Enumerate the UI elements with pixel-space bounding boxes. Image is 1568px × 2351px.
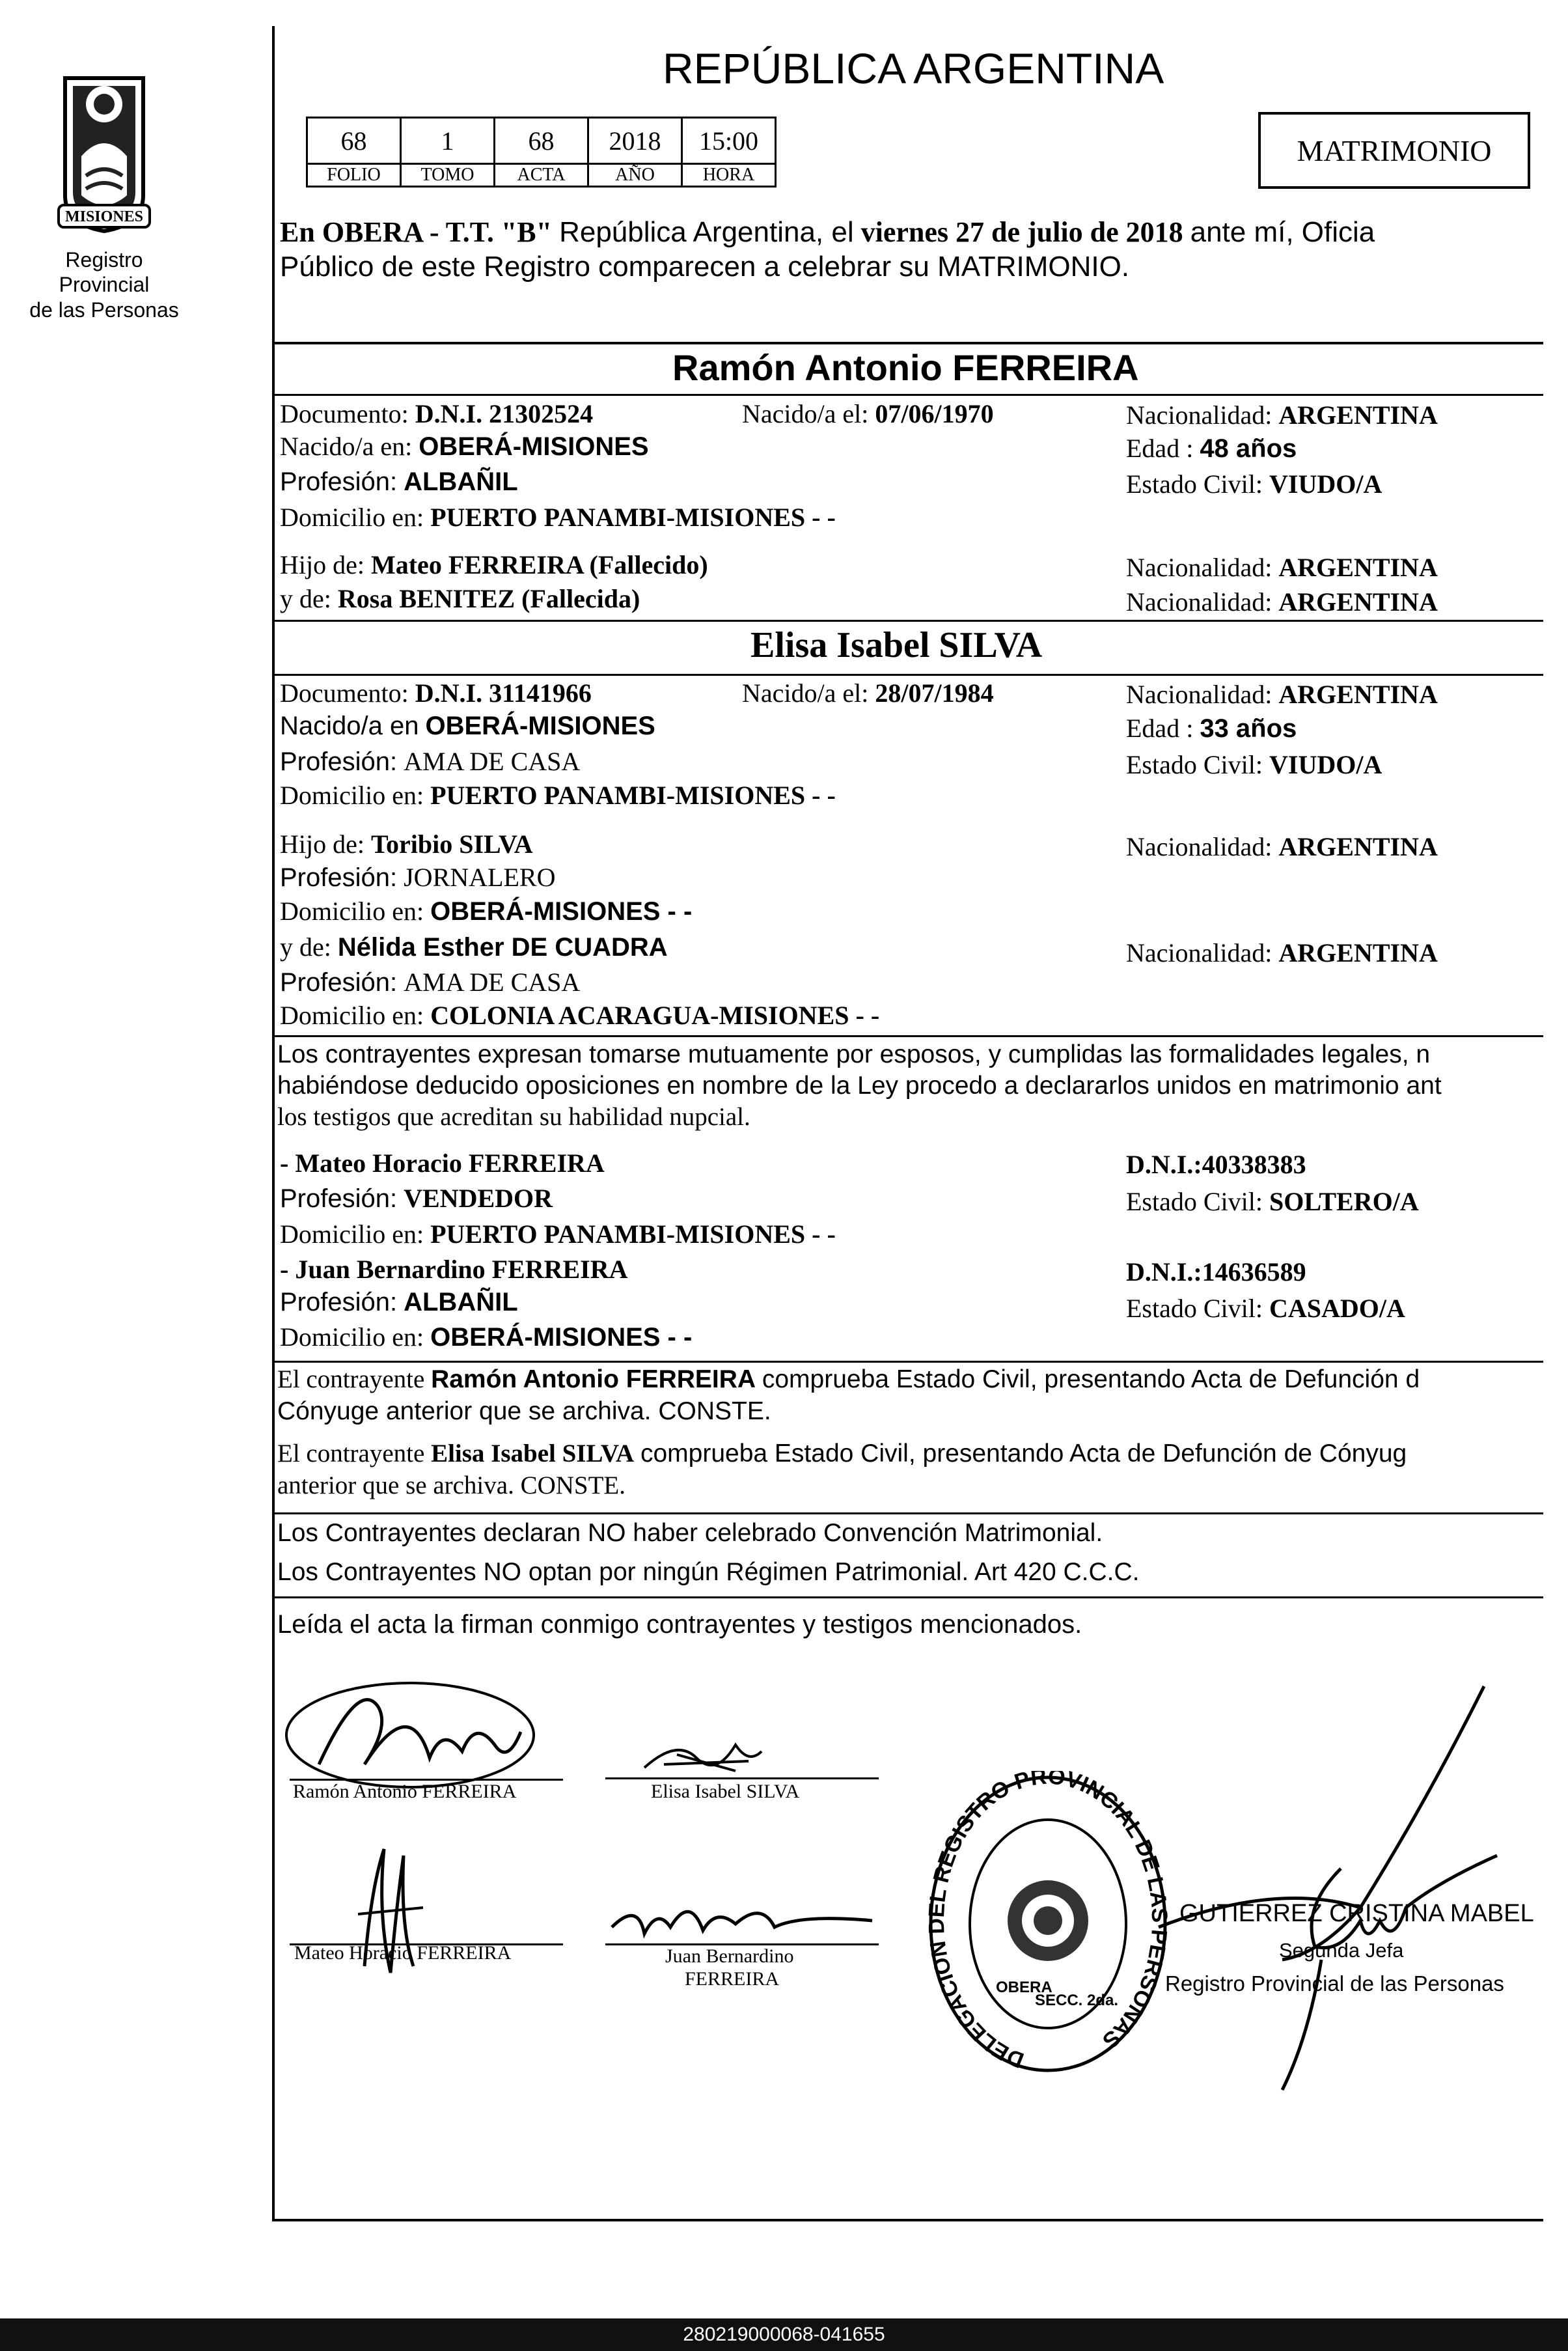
- spouse1-profession: [280, 469, 518, 495]
- spouse1-document: [280, 401, 593, 427]
- prof-value: ALBAÑIL: [404, 467, 518, 496]
- note1-text: comprueba Estado Civil, presentando Acta de Defunción d: [762, 1365, 1420, 1393]
- folio-label: FOLIO: [307, 164, 401, 187]
- dom-label: Domicilio en:: [280, 781, 424, 810]
- divider-conv: [273, 1512, 1543, 1514]
- act-type-box: [1258, 112, 1530, 189]
- witness2-domicile: [280, 1324, 692, 1350]
- acta-value: 68: [495, 118, 588, 164]
- note2-prefix: El contrayente: [277, 1440, 425, 1468]
- note1-name: Ramón Antonio FERREIRA: [431, 1365, 756, 1393]
- provincial-seal-logo: [46, 65, 163, 234]
- age-value: 48 años: [1200, 434, 1297, 463]
- dom-value: PUERTO PANAMBI-MISIONES - -: [430, 781, 836, 810]
- prof-value: VENDEDOR: [404, 1184, 553, 1213]
- nat-value: ARGENTINA: [1278, 553, 1438, 582]
- folio-value: 68: [307, 118, 401, 164]
- nat-label: Nacionalidad:: [1126, 680, 1272, 709]
- witness2-profession: [280, 1289, 518, 1315]
- signature-label-spouse1: Ramón Antonio FERREIRA: [293, 1781, 517, 1802]
- prof-label: Profesión:: [280, 1288, 398, 1316]
- signature-spouse2: [638, 1732, 768, 1784]
- acta-label: ACTA: [495, 164, 588, 187]
- document-title: REPÚBLICA ARGENTINA: [663, 44, 1164, 92]
- spouse1-civil: [1126, 471, 1382, 497]
- note2-text: comprueba Estado Civil, presentando Acta de Defunción de Cónyug: [640, 1440, 1407, 1468]
- dni-value: 40338383: [1202, 1150, 1306, 1179]
- tomo-value: 1: [401, 118, 495, 164]
- intro-line1: [280, 218, 1375, 247]
- civil-label: Estado Civil:: [1126, 469, 1263, 499]
- nat-value: ARGENTINA: [1278, 938, 1438, 967]
- note1-prefix: El contrayente: [277, 1365, 425, 1393]
- prof-value: ALBAÑIL: [404, 1288, 518, 1316]
- spouse2-name: Elisa Isabel SILVA: [750, 625, 1043, 665]
- official-office: Registro Provincial de las Personas: [1165, 1971, 1504, 1996]
- hora-value: 15:00: [682, 118, 776, 164]
- born-in-value: OBERÁ-MISIONES: [419, 432, 649, 461]
- frame-left-border: [272, 26, 275, 2220]
- dom-value: OBERÁ-MISIONES - -: [430, 897, 693, 926]
- note1-line2: Cónyuge anterior que se archiva. CONSTE.: [277, 1397, 771, 1425]
- divider-notes: [273, 1361, 1543, 1363]
- act-type: MATRIMONIO: [1297, 133, 1492, 167]
- born-in-value: OBERÁ-MISIONES: [425, 712, 655, 740]
- prof-value: JORNALERO: [404, 863, 556, 892]
- hora-label: HORA: [682, 164, 776, 187]
- mother-label: y de:: [280, 932, 331, 962]
- intro-line2: Público de este Registro comparecen a celebrar su MATRIMONIO.: [280, 251, 1130, 283]
- note1-line1: [277, 1367, 1420, 1392]
- svg-text:MISIONES: MISIONES: [64, 208, 144, 225]
- logo-caption-line2: de las Personas: [29, 298, 179, 322]
- civil-value: CASADO/A: [1269, 1294, 1405, 1323]
- witness2-dni: [1126, 1259, 1306, 1285]
- tomo-label: TOMO: [401, 164, 495, 187]
- prof-value: AMA DE CASA: [404, 967, 581, 997]
- spouse1-father: [280, 552, 708, 578]
- spouse2-document: [280, 680, 592, 706]
- dom-value: OBERÁ-MISIONES - -: [430, 1323, 693, 1352]
- logo-caption-line1: Registro Provincial: [59, 248, 150, 297]
- divider-read: [273, 1596, 1543, 1598]
- nat-label: Nacionalidad:: [1126, 587, 1272, 617]
- declaration-line1: Los contrayentes expresan tomarse mutuamente por esposos, y cumplidas las formalidades legales, n: [277, 1040, 1431, 1068]
- signature-official: [1146, 1673, 1510, 2103]
- svg-text:OBERA: OBERA: [996, 1979, 1052, 1996]
- witness1-civil: [1126, 1189, 1419, 1215]
- spouse2-father: [280, 831, 533, 857]
- anio-label: AÑO: [588, 164, 682, 187]
- document-id: 280219000068-041655: [683, 2324, 885, 2345]
- logo-caption: [26, 247, 182, 322]
- regime-note: Los Contrayentes NO optan por ningún Régimen Patrimonial. Art 420 C.C.C.: [277, 1558, 1140, 1586]
- born-on-value: 07/06/1970: [875, 399, 994, 428]
- father-value: Toribio SILVA: [370, 829, 533, 859]
- born-on-value: 28/07/1984: [875, 678, 994, 708]
- svg-text:SECC. 2da.: SECC. 2da.: [1035, 1992, 1119, 2009]
- age-label: Edad :: [1126, 434, 1194, 463]
- born-on-label: Nacido/a el:: [742, 399, 869, 428]
- divider-spouse1-name: [273, 394, 1543, 396]
- civil-label: Estado Civil:: [1126, 1187, 1263, 1216]
- spouse1-father-nationality: [1126, 555, 1438, 581]
- civil-value: SOLTERO/A: [1269, 1187, 1419, 1216]
- spouse1-born-in: [280, 434, 649, 460]
- official-role: Segunda Jefa: [1279, 1939, 1404, 1962]
- convention-note: Los Contrayentes declaran NO haber celebrado Convención Matrimonial.: [277, 1519, 1103, 1547]
- dom-label: Domicilio en:: [280, 1001, 424, 1030]
- reading-note: Leída el acta la firman conmigo contrayentes y testigos mencionados.: [277, 1610, 1082, 1639]
- anio-value: 2018: [588, 118, 682, 164]
- nat-value: ARGENTINA: [1278, 587, 1438, 617]
- civil-value: VIUDO/A: [1269, 750, 1382, 779]
- prof-label: Profesión:: [280, 1184, 398, 1213]
- prof-value: AMA DE CASA: [404, 747, 581, 776]
- age-value: 33 años: [1200, 714, 1297, 743]
- dom-value: PUERTO PANAMBI-MISIONES - -: [430, 503, 836, 532]
- nat-label: Nacionalidad:: [1126, 400, 1272, 430]
- witness1-name: - Mateo Horacio FERREIRA: [280, 1148, 605, 1178]
- intro-place: En OBERA - T.T. "B": [280, 216, 553, 248]
- intro-text1: República Argentina, el: [559, 216, 854, 248]
- footer-strip: [0, 2318, 1568, 2351]
- note2-line2: anterior que se archiva. CONSTE.: [277, 1471, 626, 1499]
- born-in-label: Nacido/a en:: [280, 432, 413, 461]
- dom-label: Domicilio en:: [280, 1322, 424, 1352]
- nat-value: ARGENTINA: [1278, 832, 1438, 861]
- spouse2-nationality: [1126, 682, 1438, 708]
- spouse2-mother: [280, 934, 668, 960]
- note2-name: Elisa Isabel SILVA: [431, 1440, 635, 1468]
- nat-label: Nacionalidad:: [1126, 938, 1272, 967]
- father-label: Hijo de:: [280, 829, 364, 859]
- born-in-label: Nacido/a en: [280, 712, 419, 740]
- spouse2-age: [1126, 716, 1297, 742]
- frame-bottom-border: [272, 2219, 1543, 2221]
- age-label: Edad :: [1126, 714, 1194, 743]
- civil-label: Estado Civil:: [1126, 750, 1263, 779]
- signature-label-spouse2: Elisa Isabel SILVA: [651, 1781, 800, 1802]
- nat-value: ARGENTINA: [1278, 680, 1438, 709]
- intro-date: viernes 27 de julio de 2018: [860, 216, 1183, 248]
- born-on-label: Nacido/a el:: [742, 678, 869, 708]
- spouse2-mother-nationality: [1126, 940, 1438, 966]
- official-round-stamp: [924, 1771, 1172, 2083]
- civil-label: Estado Civil:: [1126, 1294, 1263, 1323]
- prof-label: Profesión:: [280, 467, 398, 496]
- prof-label: Profesión:: [280, 968, 398, 997]
- spouse2-born-on: [742, 680, 994, 706]
- father-label: Hijo de:: [280, 550, 364, 579]
- doc-value: D.N.I. 31141966: [415, 678, 592, 708]
- dom-label: Domicilio en:: [280, 1219, 424, 1249]
- dom-label: Domicilio en:: [280, 503, 424, 532]
- signature-label-witness2-line1: Juan Bernardino: [665, 1945, 794, 1967]
- nat-label: Nacionalidad:: [1126, 553, 1272, 582]
- divider-spouse2-name: [273, 674, 1543, 676]
- father-value: Mateo FERREIRA (Fallecido): [370, 550, 708, 579]
- nat-label: Nacionalidad:: [1126, 832, 1272, 861]
- nat-value: ARGENTINA: [1278, 400, 1438, 430]
- note2-line1: [277, 1441, 1407, 1466]
- witness1-profession: [280, 1186, 553, 1212]
- doc-label: Documento:: [280, 678, 409, 708]
- spouse1-nationality: [1126, 402, 1438, 428]
- mother-value: Nélida Esther DE CUADRA: [337, 933, 668, 962]
- dom-value: COLONIA ACARAGUA-MISIONES - -: [430, 1001, 880, 1030]
- prof-label: Profesión:: [280, 863, 398, 892]
- mother-label: y de:: [280, 584, 331, 613]
- civil-value: VIUDO/A: [1269, 469, 1382, 499]
- spouse2-born-in: [280, 713, 655, 739]
- spouse1-domicile: [280, 505, 836, 531]
- spouse2-mother-profession: [280, 969, 580, 995]
- spouse2-profession: [280, 749, 580, 775]
- prof-label: Profesión:: [280, 747, 398, 776]
- mother-value: Rosa BENITEZ (Fallecida): [337, 584, 640, 613]
- spouse1-name: Ramón Antonio FERREIRA: [672, 347, 1139, 388]
- doc-value: D.N.I. 21302524: [415, 399, 594, 428]
- dom-label: Domicilio en:: [280, 897, 424, 926]
- dni-label: D.N.I.:: [1126, 1150, 1202, 1179]
- divider-spouse2: [273, 620, 1543, 622]
- dom-value: PUERTO PANAMBI-MISIONES - -: [430, 1219, 836, 1249]
- signature-label-witness2-line2: FERREIRA: [685, 1968, 780, 1990]
- record-table: [306, 117, 777, 188]
- doc-label: Documento:: [280, 399, 409, 428]
- declaration-line2: habiéndose deducido oposiciones en nombre de la Ley procedo a declararlos unidos en matrimonio ant: [277, 1072, 1442, 1100]
- declaration-line3: los testigos que acreditan su habilidad nupcial.: [277, 1103, 750, 1131]
- spouse1-born-on: [742, 401, 994, 427]
- witness2-name: - Juan Bernardino FERREIRA: [280, 1255, 628, 1284]
- spouse2-father-profession: [280, 865, 555, 891]
- dni-label: D.N.I.:: [1126, 1257, 1202, 1287]
- witness1-dni: [1126, 1152, 1306, 1178]
- spouse2-father-domicile: [280, 898, 692, 925]
- dni-value: 14636589: [1202, 1257, 1306, 1287]
- spouse1-mother-nationality: [1126, 589, 1438, 615]
- witness1-domicile: [280, 1221, 836, 1247]
- spouse2-civil: [1126, 752, 1382, 778]
- spouse2-domicile: [280, 783, 836, 809]
- divider-declaration: [273, 1035, 1543, 1037]
- official-name: GUTIERREZ CRISTINA MABEL: [1179, 1900, 1534, 1927]
- spouse1-mother: [280, 586, 640, 612]
- spouse1-age: [1126, 436, 1297, 462]
- spouse2-mother-domicile: [280, 1003, 879, 1029]
- spouse2-father-nationality: [1126, 834, 1438, 860]
- divider-spouse1: [273, 342, 1543, 344]
- signature-label-witness1: Mateo Horacio FERREIRA: [294, 1942, 512, 1964]
- intro-text2: ante mí, Oficia: [1190, 216, 1375, 248]
- signature-line-spouse2: [605, 1777, 879, 1779]
- witness2-civil: [1126, 1296, 1405, 1322]
- svg-text:DELEGACION DEL REGISTRO PROVIN: DELEGACION DEL REGISTRO PROVINCIAL DE LAS PERSONAS: [924, 1771, 1172, 2073]
